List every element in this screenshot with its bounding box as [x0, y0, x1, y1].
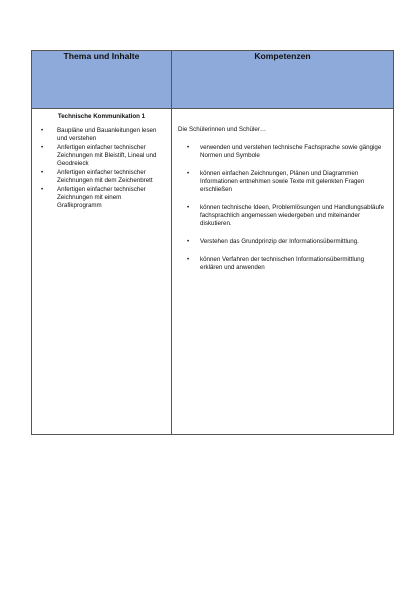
topic-item-text: Baupläne und Bauanleitungen lesen und verstehen: [57, 127, 157, 142]
competencies-cell: [172, 109, 394, 435]
topic-item: [37, 144, 166, 168]
bullet-icon: •: [41, 186, 44, 193]
competency-item: [178, 256, 387, 272]
header-competencies: Kompetenzen: [172, 51, 394, 109]
bullet-icon: •: [187, 144, 190, 151]
competency-item: [178, 204, 387, 228]
topic-item: [37, 186, 166, 210]
competency-item-text: Verstehen das Grundprinzip der Informationsübermittlung.: [200, 238, 359, 245]
competency-item-text: verwenden und verstehen technische Fachsprache sowie gängige Normen und Symbole: [200, 144, 382, 159]
competency-item-text: können Verfahren der technischen Informationsübermittlung erklären und anwenden: [200, 256, 365, 271]
curriculum-table: [31, 50, 394, 435]
bullet-icon: •: [41, 169, 44, 176]
competency-list: [178, 144, 387, 272]
topic-item-text: Anfertigen einfacher technischer Zeichnungen mit dem Zeichenbrett: [57, 169, 153, 184]
topic-list: [37, 127, 166, 210]
competency-item: [178, 170, 387, 194]
bullet-icon: •: [187, 238, 190, 245]
competencies-intro: Die Schülerinnen und Schüler…: [178, 126, 267, 133]
header-topics: Thema und Inhalte: [32, 51, 172, 109]
topic-item-text: Anfertigen einfacher technischer Zeichnungen mit einem Grafikprogramm: [57, 186, 146, 209]
table-body-row: [32, 109, 394, 435]
topics-cell: [32, 109, 172, 435]
topic-item: [37, 127, 166, 143]
bullet-icon: •: [187, 170, 190, 177]
topic-title: Technische Kommunikation 1: [57, 113, 146, 120]
bullet-icon: •: [187, 204, 190, 211]
topic-item-text: Anfertigen einfacher technischer Zeichnungen mit Bleistift, Lineal und Geodreieck: [57, 144, 157, 167]
bullet-icon: •: [41, 127, 44, 134]
bullet-icon: •: [187, 256, 190, 263]
bullet-icon: •: [41, 144, 44, 151]
topic-item: [37, 169, 166, 185]
competency-item: [178, 238, 387, 246]
competency-item: [178, 144, 387, 160]
table-header-row: [32, 51, 394, 109]
competency-item-text: können einfachen Zeichnungen, Plänen und Diagrammen Informationen entnehmen sowie Texte mit gelenkten Fragen erschließen: [200, 170, 365, 193]
competency-item-text: können technische Ideen, Problemlösungen und Handlungsabläufe fachsprachlich angemessen wiedergeben und miteinander diskutieren.: [200, 204, 385, 227]
